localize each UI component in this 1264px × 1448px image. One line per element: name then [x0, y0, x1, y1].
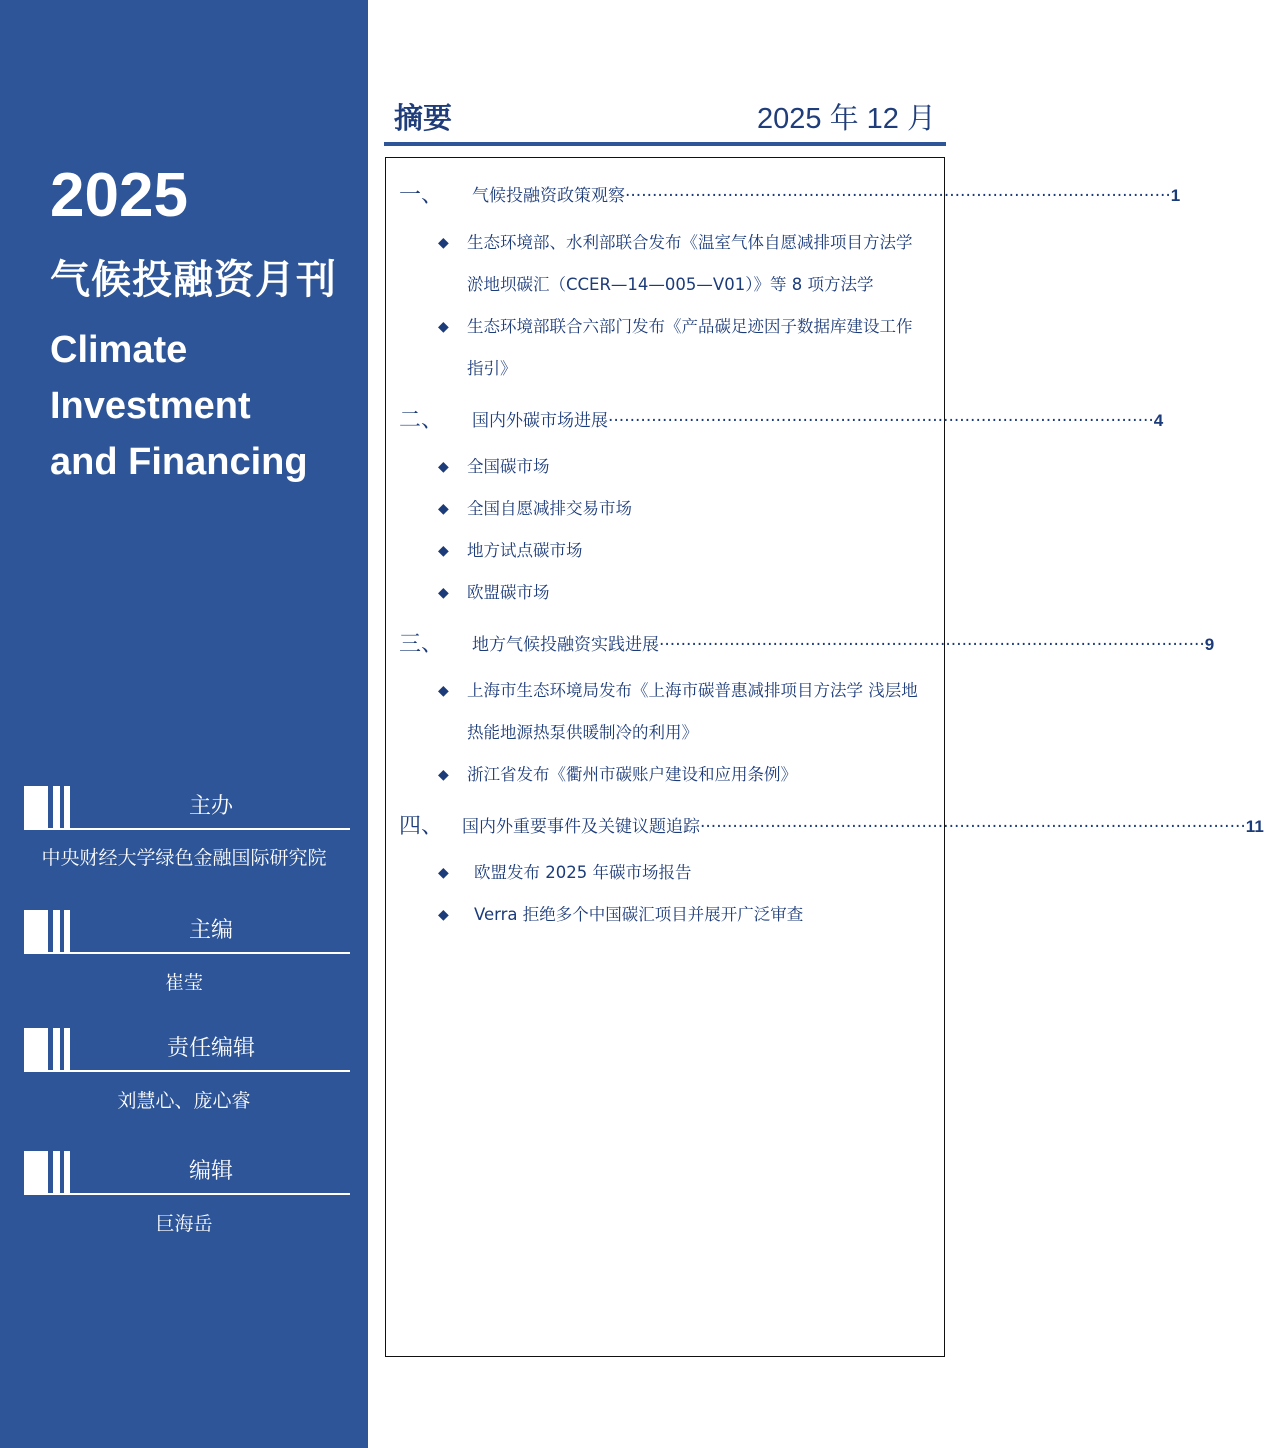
section-header-responsible-editor: [24, 1028, 350, 1072]
sidebar-year: 2025: [50, 161, 188, 230]
toc-title-text: 气候投融资政策观察: [472, 186, 625, 206]
toc-title-text: 地方气候投融资实践进展: [472, 635, 659, 655]
bars-icon: [24, 786, 72, 828]
diamond-bullet-icon: ◆: [438, 683, 449, 699]
toc-item-line: 热能地源热泵供暖制冷的利用》: [467, 723, 698, 742]
toc-item-line: 浙江省发布《衢州市碳账户建设和应用条例》: [467, 765, 797, 784]
table-of-contents: [385, 157, 1264, 1357]
toc-item-line: Verra 拒绝多个中国碳汇项目并展开广泛审查: [474, 905, 804, 924]
toc-section[interactable]: [386, 181, 1181, 211]
page-title: 摘要: [394, 101, 453, 135]
toc-section[interactable]: [386, 630, 1215, 660]
title-en-line: and Financing: [50, 441, 308, 483]
toc-section-title: [462, 812, 1264, 842]
section-value: 中央财经大学绿色金融国际研究院: [41, 847, 327, 869]
section-label: 责任编辑: [166, 1036, 255, 1061]
sidebar-title-cn: 气候投融资月刊: [50, 257, 337, 303]
toc-leader-dots: ·····································································································: [608, 411, 1154, 431]
diamond-bullet-icon: ◆: [438, 319, 449, 335]
section-header-editor-in-chief: [24, 910, 350, 954]
sidebar: [0, 0, 368, 1448]
toc-item-line: 上海市生态环境局发布《上海市碳普惠减排项目方法学 浅层地: [467, 681, 918, 700]
sidebar-title-en: [50, 322, 308, 490]
toc-section-number: 二、: [399, 408, 444, 433]
toc-section[interactable]: [386, 406, 1164, 436]
bars-icon: [24, 1028, 72, 1070]
toc-section[interactable]: [386, 812, 1264, 842]
toc-title-text: 国内外重要事件及关键议题追踪: [462, 817, 700, 837]
toc-leader-dots: ·····································································································: [700, 817, 1246, 837]
toc-page-number: 11: [1245, 817, 1264, 836]
diamond-bullet-icon: ◆: [438, 459, 449, 475]
toc-item-line: 全国碳市场: [467, 457, 550, 476]
toc-section-title: [472, 181, 1181, 211]
toc-section-number: 四、: [399, 814, 444, 839]
toc-item-line: 地方试点碳市场: [467, 541, 583, 560]
toc-section-title: [472, 630, 1215, 660]
section-header-sponsor: [24, 786, 350, 830]
toc-title-text: 国内外碳市场进展: [472, 411, 608, 431]
toc-item-line: 生态环境部联合六部门发布《产品碳足迹因子数据库建设工作: [467, 317, 913, 336]
title-en-line: Investment: [50, 385, 251, 427]
section-header-editor: [24, 1151, 350, 1195]
section-value: 巨海岳: [155, 1213, 213, 1235]
toc-item-line: 淤地坝碳汇（CCER—14—005—V01）》等 8 项方法学: [467, 275, 874, 294]
section-label: 主办: [188, 794, 233, 819]
diamond-bullet-icon: ◆: [438, 585, 449, 601]
diamond-bullet-icon: ◆: [438, 543, 449, 559]
toc-page-number: 1: [1170, 186, 1181, 205]
bars-icon: [24, 1151, 72, 1193]
section-value: 刘慧心、庞心睿: [117, 1090, 251, 1112]
toc-item-line: 全国自愿减排交易市场: [467, 499, 632, 518]
toc-leader-dots: ·····································································································: [659, 635, 1205, 655]
diamond-bullet-icon: ◆: [438, 865, 449, 881]
diamond-bullet-icon: ◆: [438, 767, 449, 783]
diamond-bullet-icon: ◆: [438, 907, 449, 923]
toc-section-number: 一、: [399, 183, 444, 208]
toc-item-line: 指引》: [467, 359, 517, 378]
diamond-bullet-icon: ◆: [438, 501, 449, 517]
section-label: 编辑: [188, 1159, 233, 1184]
toc-page-number: 9: [1204, 635, 1215, 654]
bars-icon: [24, 910, 72, 952]
toc-leader-dots: ·····································································································: [625, 186, 1171, 206]
toc-page-number: 4: [1153, 411, 1164, 430]
toc-item-line: 欧盟碳市场: [467, 583, 550, 602]
toc-item-line: 欧盟发布 2025 年碳市场报告: [474, 863, 692, 882]
issue-date: 2025 年 12 月: [757, 103, 936, 135]
toc-item-line: 生态环境部、水利部联合发布《温室气体自愿减排项目方法学: [467, 233, 913, 252]
title-en-line: Climate: [50, 329, 188, 371]
toc-section-number: 三、: [399, 632, 444, 657]
diamond-bullet-icon: ◆: [438, 235, 449, 251]
section-value: 崔莹: [164, 972, 203, 994]
section-label: 主编: [188, 918, 233, 943]
page-header: [384, 92, 946, 146]
toc-section-title: [472, 406, 1164, 436]
